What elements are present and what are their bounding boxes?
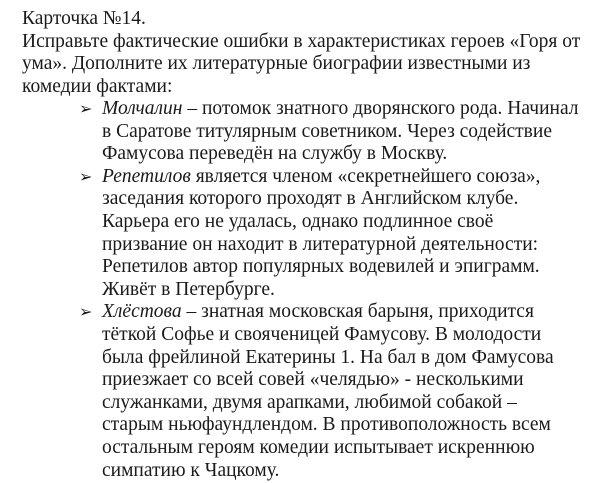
- arrow-bullet-icon: ➢: [79, 166, 93, 186]
- task-instructions: Исправьте фактические ошибки в характеристиках героев «Горя от ума». Дополните их литературные биографии известными из комедии фактами:: [22, 30, 581, 97]
- card-page: [22, 8, 594, 482]
- character-name: Хлёстова: [102, 301, 182, 323]
- arrow-bullet-icon: ➢: [79, 302, 93, 322]
- character-item-repetilov: [22, 166, 582, 302]
- character-name: Молчалин: [102, 98, 183, 119]
- character-description: – потомок знатного дворянского рода. Начинал в Саратове титулярным советником. Через содействие Фамусова переведён на службу в Москву.: [102, 98, 579, 165]
- card-title: Карточка №14.: [22, 8, 146, 29]
- character-item-khlestova: [22, 301, 582, 482]
- character-item-molchalin: [22, 98, 582, 166]
- character-list: [22, 98, 594, 482]
- character-name: Репетилов: [102, 165, 191, 187]
- character-description: – знатная московская барыня, приходится тёткой Софье и свояченицей Фамусову. В молодости была фрейлиной Екатерины 1. На бал в дом Фамусова приезжает со всей совей «челядью» - несколькими служанками, двумя арапками, любимой собакой – старым ньюфаундлендом. В противоположность всем остальным героям комедии испытывает искреннюю симпатию к Чацкому.: [102, 301, 554, 481]
- arrow-bullet-icon: ➢: [79, 99, 93, 118]
- character-description: является членом «секретнейшего союза», заседания которого проходят в Английском клубе. Карьера его не удалась, однако подлинное своё призвание он находит в литературной деятельности: Репетилов автор популярных водевилей и эпиграмм. Живёт в Петербурге.: [102, 165, 541, 300]
